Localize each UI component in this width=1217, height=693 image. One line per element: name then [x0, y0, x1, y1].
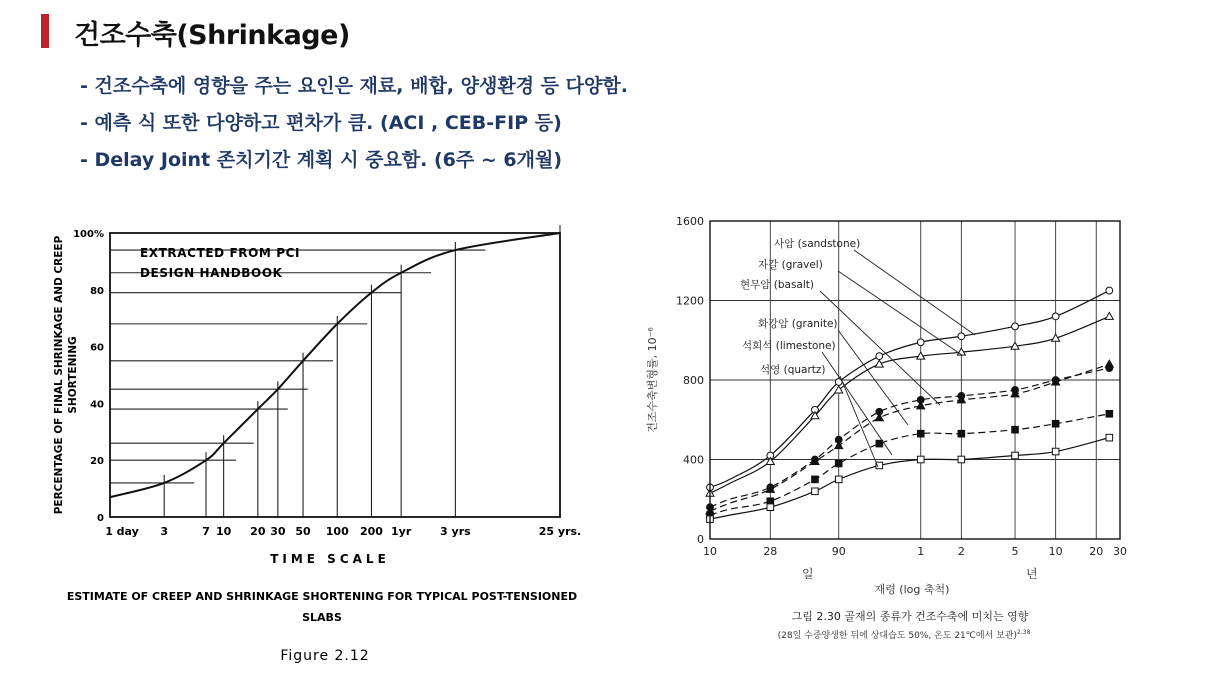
data-point [875, 414, 883, 421]
x-tick-label: 100 [325, 525, 349, 538]
x-tick-label: 25 yrs. [538, 525, 582, 538]
data-point [958, 333, 965, 340]
y-tick-label: 800 [683, 374, 704, 387]
y-tick-label: 40 [90, 399, 104, 411]
x-tick-label: 28 [763, 545, 778, 558]
label-leader-line [840, 376, 878, 467]
y-tick-label: 1600 [676, 215, 704, 228]
x-tick-label: 10 [1048, 545, 1063, 558]
x-tick-label: 7 [202, 525, 210, 538]
series-label: 석회석 (limestone) [742, 340, 836, 352]
y-tick-label: 80 [90, 285, 104, 297]
y-tick-label: 100% [73, 229, 104, 240]
data-point [1106, 434, 1113, 441]
aggregate-shrinkage-chart [640, 205, 1200, 655]
data-point [1012, 426, 1019, 433]
figure-subcaption: (28일 수중양생한 뒤에 상대습도 50%, 온도 21℃에서 보관)$^{2.38}$ [777, 629, 1031, 641]
y-tick-label: 0 [97, 513, 104, 524]
x-tick-label: 5 [1011, 545, 1019, 558]
data-point [812, 476, 819, 483]
data-point [876, 440, 883, 447]
y-tick-label: 1200 [676, 294, 704, 308]
x-tick-label: 200 [359, 525, 383, 538]
series-label: 현무암 (basalt) [740, 279, 814, 291]
x-tick-label: 10 [703, 545, 717, 558]
y-axis-label-line2: SHORTENING [67, 336, 79, 414]
data-point [1105, 312, 1113, 319]
source-note-line2: DESIGN HANDBOOK [140, 266, 283, 280]
x-tick-label: 3 [160, 525, 169, 538]
x-tick-label: 1 [917, 545, 925, 558]
series-label: 석영 (quartz) [760, 364, 826, 376]
x-tick-label: 90 [831, 545, 846, 558]
figure-label: Figure 2.12 [280, 648, 370, 664]
data-point [1106, 410, 1113, 417]
bullet-item: - 예측 식 또한 다양하고 편차가 큼. (ACI , CEB-FIP 등) [80, 112, 562, 134]
y-axis-label: PERCENTAGE OF FINAL SHRINKAGE AND CREEP [53, 235, 65, 515]
x-tick-label: 20 [1089, 545, 1104, 558]
data-point [917, 402, 925, 409]
y-tick-label: 60 [90, 342, 104, 354]
x-unit-label-years: 년 [1026, 567, 1038, 581]
x-axis-label: 재령 (log 축척) [874, 583, 950, 596]
data-point [835, 476, 842, 483]
label-leader-line [854, 250, 975, 335]
data-point [1052, 420, 1059, 427]
x-tick-label: 2 [957, 545, 965, 558]
data-point [917, 430, 924, 437]
bullet-item: - Delay Joint 존치기간 계획 시 중요함. (6주 ~ 6개월) [80, 149, 563, 171]
figure-caption: ESTIMATE OF CREEP AND SHRINKAGE SHORTENING FOR TYPICAL POST-TENSIONED [66, 590, 578, 603]
x-axis-label: TIME SCALE [270, 552, 390, 566]
x-tick-label: 3 yrs [440, 525, 471, 538]
x-tick-label: 1yr [391, 525, 412, 538]
data-point [767, 504, 774, 511]
y-tick-label: 0 [697, 533, 704, 546]
series-label: 화강암 (granite) [758, 318, 838, 330]
pci-shortening-chart [40, 205, 620, 675]
data-point [835, 460, 842, 467]
data-point [1012, 323, 1019, 330]
y-axis-label: 건조수축변형률, 10⁻⁶ [646, 327, 659, 433]
figure-caption: 그림 2.30 골재의 종류가 건조수축에 미치는 영향 [791, 610, 1029, 623]
data-point [917, 339, 924, 346]
data-point [1052, 448, 1059, 455]
figure-caption-line2: SLABS [302, 611, 342, 624]
y-tick-label: 400 [683, 453, 704, 467]
data-point [1012, 452, 1019, 459]
source-note: EXTRACTED FROM PCI [140, 246, 301, 260]
data-point [1105, 360, 1113, 367]
x-tick-label: 20 [250, 525, 266, 538]
slide-title: 건조수축(Shrinkage) [74, 20, 350, 51]
data-point [1106, 287, 1113, 294]
x-tick-label: 10 [215, 525, 232, 538]
label-leader-line [838, 330, 908, 425]
data-point [812, 488, 819, 495]
data-point [917, 456, 924, 463]
x-tick-label: 30 [270, 525, 286, 538]
y-tick-label: 20 [90, 456, 104, 468]
data-point [958, 456, 965, 463]
data-point [835, 442, 843, 449]
data-point [1052, 313, 1059, 320]
x-unit-label-days: 일 [802, 567, 814, 581]
series-label: 자갈 (gravel) [758, 259, 823, 271]
bullet-list [80, 68, 628, 179]
bullet-item: - 건조수축에 영향을 주는 요인은 재료, 배합, 양생환경 등 다양함. [80, 75, 628, 97]
data-point [876, 353, 883, 360]
x-tick-label: 30 [1113, 545, 1127, 558]
series-label: 사암 (sandstone) [774, 238, 861, 250]
x-tick-label: 50 [295, 525, 311, 538]
x-tick-label: 1 day [105, 525, 139, 538]
title-accent-bar [41, 14, 49, 48]
data-point [958, 430, 965, 437]
